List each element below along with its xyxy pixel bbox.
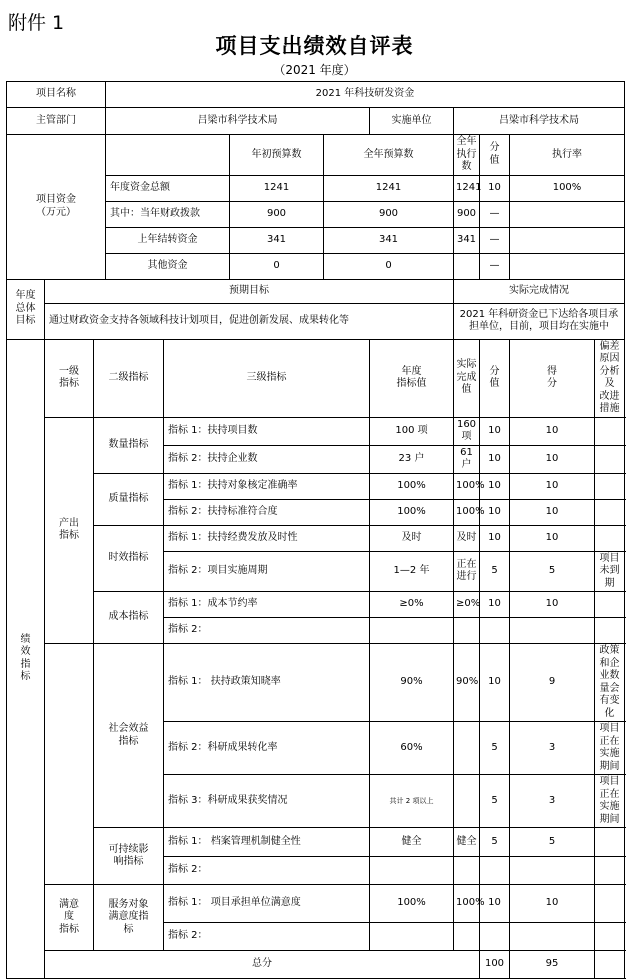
indicator-actual — [454, 857, 480, 885]
indicator-actual — [454, 775, 480, 828]
header-level1: 一级 指标 — [45, 339, 94, 417]
indicator-actual: 正在进行 — [454, 551, 480, 592]
benefit-label-blank — [45, 644, 94, 885]
unit-label: 实施单位 — [370, 108, 454, 135]
indicator-score: 10 — [510, 592, 595, 618]
indicator-name: 指标 2： — [164, 618, 370, 644]
header-note: 偏差原因分析及 改进措施 — [595, 339, 625, 417]
indicator-score: 10 — [510, 473, 595, 499]
indicator-row — [7, 592, 625, 618]
indicator-target: 100% — [370, 499, 454, 525]
funds-weight: 10 — [480, 175, 510, 201]
header-actual: 实际 完成值 — [454, 339, 480, 417]
indicator-target: 共计 2 项以上 — [370, 775, 454, 828]
indicator-name: 指标 1： 扶持政策知晓率 — [164, 644, 370, 722]
goals-actual-label: 实际完成情况 — [454, 279, 625, 303]
indicator-note — [595, 828, 625, 857]
indicator-note — [595, 618, 625, 644]
indicator-weight: 10 — [480, 417, 510, 445]
quantity-label: 数量指标 — [94, 417, 164, 473]
funds-initial: 341 — [230, 227, 324, 253]
indicator-weight: 10 — [480, 885, 510, 923]
indicator-score: 10 — [510, 417, 595, 445]
indicator-weight: 5 — [480, 722, 510, 775]
indicator-score — [510, 923, 595, 951]
indicator-note — [595, 417, 625, 445]
indicators-section-label: 绩 效 指 标 — [7, 339, 45, 979]
indicator-note: 政策和企业数量会有变化 — [595, 644, 625, 722]
indicator-score: 10 — [510, 525, 595, 551]
header-score: 得 分 — [510, 339, 595, 417]
project-name-row — [7, 82, 625, 108]
cost-label: 成本指标 — [94, 592, 164, 644]
indicator-name: 指标 1： 档案管理机制健全性 — [164, 828, 370, 857]
indicator-weight: 10 — [480, 499, 510, 525]
indicator-target: ≥0% — [370, 592, 454, 618]
dept-value: 吕梁市科学技术局 — [106, 108, 370, 135]
indicator-actual: 及时 — [454, 525, 480, 551]
indicator-actual: 61 户 — [454, 445, 480, 473]
funds-annual: 900 — [324, 201, 454, 227]
indicator-row — [7, 644, 625, 722]
indicator-name: 指标 3：科研成果获奖情况 — [164, 775, 370, 828]
indicator-name: 指标 1：扶持经费发放及时性 — [164, 525, 370, 551]
dept-row — [7, 108, 625, 135]
funds-weight: — — [480, 227, 510, 253]
indicator-weight: 10 — [480, 592, 510, 618]
indicator-name: 指标 1：扶持项目数 — [164, 417, 370, 445]
quality-label: 质量指标 — [94, 473, 164, 525]
total-score: 95 — [510, 951, 595, 979]
indicator-row — [7, 525, 625, 551]
indicator-note — [595, 445, 625, 473]
indicator-name: 指标 2： — [164, 923, 370, 951]
indicator-score: 5 — [510, 828, 595, 857]
funds-rate — [510, 201, 625, 227]
header-target: 年度 指标值 — [370, 339, 454, 417]
indicator-target: 及时 — [370, 525, 454, 551]
indicator-row — [7, 417, 625, 445]
funds-rate — [510, 227, 625, 253]
funds-annual: 341 — [324, 227, 454, 253]
project-name: 2021 年科技研发资金 — [106, 82, 625, 108]
dept-label: 主管部门 — [7, 108, 106, 135]
indicator-actual — [454, 923, 480, 951]
indicator-name: 指标 1：扶持对象核定准确率 — [164, 473, 370, 499]
indicator-row — [7, 828, 625, 857]
indicator-note: 项目正在实施期间 — [595, 775, 625, 828]
indicator-target: 100% — [370, 885, 454, 923]
funds-executed: 1241 — [454, 175, 480, 201]
header-level3: 三级指标 — [164, 339, 370, 417]
indicator-score: 3 — [510, 775, 595, 828]
funds-header-annual: 全年预算数 — [324, 135, 454, 176]
total-row — [7, 951, 625, 979]
indicator-score: 10 — [510, 499, 595, 525]
indicator-target — [370, 618, 454, 644]
indicator-name: 指标 2： — [164, 857, 370, 885]
indicator-note — [595, 499, 625, 525]
funds-weight: — — [480, 201, 510, 227]
indicator-actual: 100% — [454, 885, 480, 923]
goals-row — [7, 303, 625, 339]
indicator-weight — [480, 923, 510, 951]
indicator-weight: 5 — [480, 551, 510, 592]
indicator-weight: 10 — [480, 644, 510, 722]
indicator-actual — [454, 722, 480, 775]
satisfaction-label: 满意 度 指标 — [45, 885, 94, 951]
total-note — [595, 951, 625, 979]
goals-expected-label: 预期目标 — [45, 279, 454, 303]
indicator-note: 项目未到期 — [595, 551, 625, 592]
indicator-actual: 90% — [454, 644, 480, 722]
indicator-note — [595, 923, 625, 951]
indicator-weight: 10 — [480, 525, 510, 551]
funds-row-label: 其中：当年财政拨款 — [106, 201, 230, 227]
total-weight: 100 — [480, 951, 510, 979]
indicator-target: 90% — [370, 644, 454, 722]
indicator-weight: 5 — [480, 828, 510, 857]
funds-annual: 1241 — [324, 175, 454, 201]
social-label: 社会效益 指标 — [94, 644, 164, 828]
funds-weight: — — [480, 253, 510, 279]
indicator-actual: 160 项 — [454, 417, 480, 445]
indicator-target: 60% — [370, 722, 454, 775]
funds-header-weight: 分 值 — [480, 135, 510, 176]
form-title: 项目支出绩效自评表 — [215, 34, 414, 58]
indicator-score: 9 — [510, 644, 595, 722]
indicator-row — [7, 885, 625, 923]
funds-label: 项目资金 （万元） — [7, 135, 106, 280]
indicator-target: 100 项 — [370, 417, 454, 445]
goals-label: 年度 总体 目标 — [7, 279, 45, 339]
indicator-actual: 100% — [454, 473, 480, 499]
indicator-note — [595, 592, 625, 618]
goals-expected: 通过财政资金支持各领域科技计划项目，促进创新发展、成果转化等 — [45, 303, 454, 339]
indicator-target: 健全 — [370, 828, 454, 857]
indicator-target: 1—2 年 — [370, 551, 454, 592]
form-year: （2021 年度） — [273, 63, 356, 77]
indicator-actual: 健全 — [454, 828, 480, 857]
indicator-header-row — [7, 339, 625, 417]
indicator-actual: ≥0% — [454, 592, 480, 618]
indicator-row — [7, 473, 625, 499]
funds-row-label: 其他资金 — [106, 253, 230, 279]
indicator-weight: 10 — [480, 473, 510, 499]
indicator-name: 指标 1： 项目承担单位满意度 — [164, 885, 370, 923]
funds-initial: 900 — [230, 201, 324, 227]
service-label: 服务对象 满意度指 标 — [94, 885, 164, 951]
performance-table — [6, 81, 625, 979]
funds-executed: 900 — [454, 201, 480, 227]
funds-row-label: 年度资金总额 — [106, 175, 230, 201]
funds-header-row — [7, 135, 625, 176]
indicator-name: 指标 2：扶持标准符合度 — [164, 499, 370, 525]
unit-value: 吕梁市科学技术局 — [454, 108, 625, 135]
indicator-score — [510, 618, 595, 644]
output-label: 产出 指标 — [45, 417, 94, 644]
funds-header-blank — [106, 135, 230, 176]
funds-header-executed: 全年执行数 — [454, 135, 480, 176]
indicator-weight: 5 — [480, 775, 510, 828]
funds-header-initial: 年初预算数 — [230, 135, 324, 176]
funds-initial: 1241 — [230, 175, 324, 201]
funds-initial: 0 — [230, 253, 324, 279]
indicator-actual — [454, 618, 480, 644]
total-label: 总分 — [45, 951, 480, 979]
funds-executed: 341 — [454, 227, 480, 253]
timeliness-label: 时效指标 — [94, 525, 164, 592]
funds-row-label: 上年结转资金 — [106, 227, 230, 253]
indicator-target — [370, 857, 454, 885]
header-weight: 分 值 — [480, 339, 510, 417]
indicator-score: 10 — [510, 445, 595, 473]
indicator-weight — [480, 618, 510, 644]
indicator-score: 10 — [510, 885, 595, 923]
attachment-label: 附件 1 — [8, 12, 65, 34]
indicator-weight — [480, 857, 510, 885]
indicator-note — [595, 525, 625, 551]
funds-annual: 0 — [324, 253, 454, 279]
goals-header-row — [7, 279, 625, 303]
sustain-label: 可持续影 响指标 — [94, 828, 164, 885]
indicator-weight: 10 — [480, 445, 510, 473]
funds-header-rate: 执行率 — [510, 135, 625, 176]
indicator-score: 5 — [510, 551, 595, 592]
indicator-score — [510, 857, 595, 885]
funds-rate: 100% — [510, 175, 625, 201]
indicator-actual: 100% — [454, 499, 480, 525]
indicator-note — [595, 857, 625, 885]
indicator-name: 指标 2：科研成果转化率 — [164, 722, 370, 775]
indicator-name: 指标 1：成本节约率 — [164, 592, 370, 618]
goals-actual: 2021 年科研资金已下达给各项目承担单位，目前，项目均在实施中 — [454, 303, 625, 339]
indicator-target: 23 户 — [370, 445, 454, 473]
indicator-target: 100% — [370, 473, 454, 499]
indicator-target — [370, 923, 454, 951]
indicator-note — [595, 885, 625, 923]
indicator-name: 指标 2：扶持企业数 — [164, 445, 370, 473]
project-name-label: 项目名称 — [7, 82, 106, 108]
indicator-name: 指标 2：项目实施周期 — [164, 551, 370, 592]
indicator-note: 项目正在实施期间 — [595, 722, 625, 775]
indicator-score: 3 — [510, 722, 595, 775]
header-level2: 二级指标 — [94, 339, 164, 417]
funds-rate — [510, 253, 625, 279]
funds-executed — [454, 253, 480, 279]
indicator-note — [595, 473, 625, 499]
